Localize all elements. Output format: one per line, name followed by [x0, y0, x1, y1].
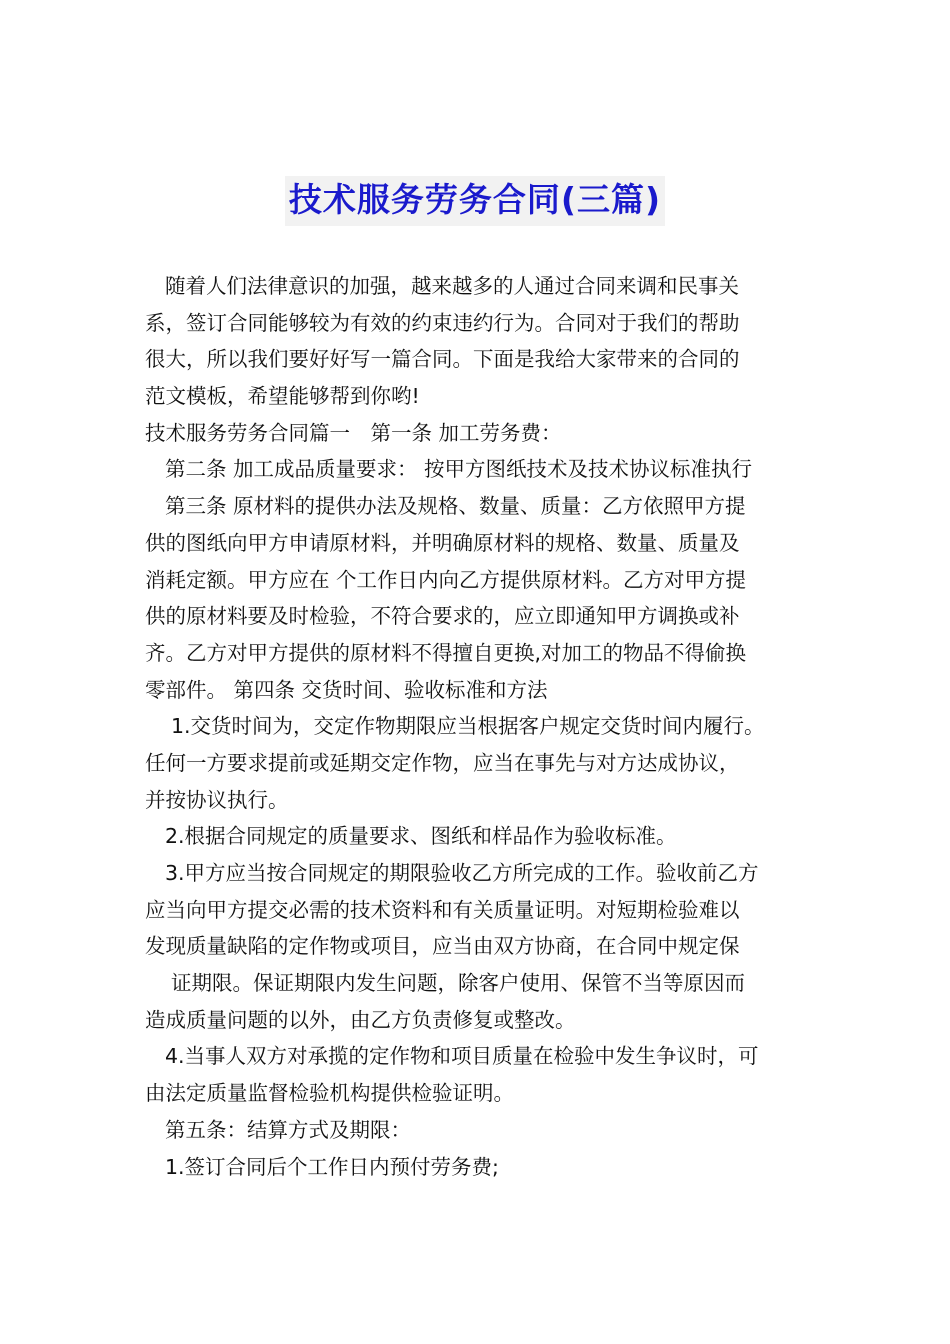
paragraph-line: 并按协议执行。 — [145, 787, 289, 812]
title-container — [0, 176, 950, 226]
paragraph-line: 应当向甲方提交必需的技术资料和有关质量证明。对短期检验难以 — [145, 897, 740, 922]
paragraph-line: 消耗定额。甲方应在 个工作日内向乙方提供原材料。乙方对甲方提 — [145, 567, 747, 592]
document-title: 技术服务劳务合同(三篇) — [285, 176, 665, 226]
paragraph-line: 第三条 原材料的提供办法及规格、数量、质量：乙方依照甲方提 — [165, 494, 746, 519]
paragraph-line: 1.签订合同后个工作日内预付劳务费; — [165, 1154, 499, 1179]
paragraph-line: 1.交货时间为，交定作物期限应当根据客户规定交货时间内履行。 — [171, 714, 765, 739]
paragraph-line: 2.根据合同规定的质量要求、图纸和样品作为验收标准。 — [165, 824, 677, 849]
paragraph-line: 齐。乙方对甲方提供的原材料不得擅自更换,对加工的物品不得偷换 — [145, 640, 747, 665]
paragraph-line: 4.当事人双方对承揽的定作物和项目质量在检验中发生争议时，可 — [165, 1044, 759, 1069]
paragraph-line: 由法定质量监督检验机构提供检验证明。 — [145, 1081, 514, 1106]
paragraph-line: 第五条：结算方式及期限： — [165, 1117, 411, 1142]
paragraph-line: 技术服务劳务合同篇一 第一条 加工劳务费： — [145, 420, 562, 445]
paragraph-line: 发现质量缺陷的定作物或项目，应当由双方协商，在合同中规定保 — [145, 934, 740, 959]
paragraph-line: 造成质量问题的以外，由乙方负责修复或整改。 — [145, 1007, 576, 1032]
document-body — [145, 268, 835, 1185]
paragraph-line: 随着人们法律意识的加强，越来越多的人通过合同来调和民事关 — [165, 274, 739, 298]
paragraph-line: 零部件。 第四条 交货时间、验收标准和方法 — [145, 677, 548, 702]
paragraph-line: 第二条 加工成品质量要求： 按甲方图纸技术及技术协议标准执行 — [165, 457, 753, 482]
paragraph-line: 3.甲方应当按合同规定的期限验收乙方所完成的工作。验收前乙方 — [165, 861, 759, 885]
paragraph-line: 供的图纸向甲方申请原材料，并明确原材料的规格、数量、质量及 — [145, 530, 740, 555]
paragraph-line: 供的原材料要及时检验，不符合要求的，应立即通知甲方调换或补 — [145, 604, 740, 629]
paragraph-line: 系，签订合同能够较为有效的约束违约行为。合同对于我们的帮助 — [145, 310, 740, 335]
paragraph-line: 任何一方要求提前或延期交定作物，应当在事先与对方达成协议， — [145, 750, 740, 775]
paragraph-line: 很大，所以我们要好好写一篇合同。下面是我给大家带来的合同的 — [145, 347, 740, 372]
paragraph-line: 证期限。保证期限内发生问题，除客户使用、保管不当等原因而 — [171, 971, 745, 996]
paragraph-line: 范文模板，希望能够帮到你哟! — [145, 384, 420, 409]
